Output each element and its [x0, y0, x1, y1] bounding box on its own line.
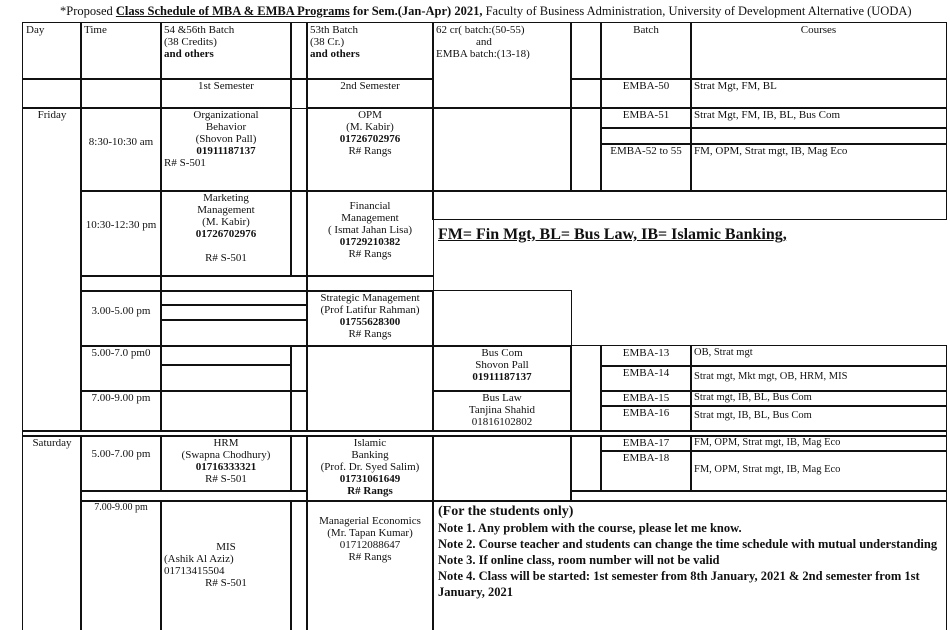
class-organizational-behavior [160, 107, 292, 192]
spacer-cell [570, 345, 602, 432]
empty-cell [432, 435, 572, 502]
room: R# Rangs [348, 145, 392, 157]
course: Marketing [203, 192, 249, 204]
teacher: Tanjina Shahid [468, 404, 536, 416]
phone: 01731061649 [339, 473, 401, 485]
class-marketing-management [160, 190, 292, 277]
empty-cell [432, 190, 947, 220]
text: EMBA batch:(13-18) [436, 48, 530, 60]
header-day: Day [22, 22, 82, 80]
room: R# S-501 [205, 577, 247, 589]
text: and others [164, 48, 214, 60]
courses-cell: Strat Mgt, FM, BL [690, 78, 947, 109]
semester-1-label: 1st Semester [160, 78, 292, 109]
courses-cell: Strat Mgt, FM, IB, BL, Bus Com [690, 107, 947, 129]
class-islamic-banking [306, 435, 434, 502]
courses-cell: FM, OPM, Strat mgt, IB, Mag Eco [690, 450, 947, 492]
title-main: Class Schedule of MBA & EMBA Programs [115, 4, 350, 18]
empty-cell [22, 78, 82, 109]
teacher: (Swapna Chodhury) [181, 449, 271, 461]
title-semester: for Sem.(Jan-Apr) 2021, [349, 4, 483, 18]
batch-cell: EMBA-17 [600, 435, 692, 452]
header-62cr [432, 22, 572, 109]
room: R# Rangs [348, 551, 392, 563]
teacher: Shovon Pall [475, 359, 529, 371]
class-hrm [160, 435, 292, 492]
batch-cell: EMBA-50 [600, 78, 692, 109]
empty-cell [160, 364, 292, 392]
title-prefix: *Proposed [60, 4, 116, 18]
time-slot: 8:30-10:30 am [80, 107, 162, 192]
room: R# Rangs [348, 248, 392, 260]
spacer-cell [570, 435, 602, 492]
time-slot: 7.00-9.00 pm [80, 390, 162, 432]
phone: 01726702976 [339, 133, 401, 145]
course: Islamic [353, 437, 387, 449]
class-financial-management [306, 190, 434, 277]
course: MIS [216, 541, 236, 553]
phone: 01726702976 [195, 228, 257, 240]
empty-cell [160, 319, 308, 347]
class-bus-law [432, 390, 572, 432]
empty-cell [160, 390, 292, 432]
phone: 01712088647 [339, 539, 401, 551]
course: Bus Law [482, 392, 522, 404]
batch-cell: EMBA-51 [600, 107, 692, 129]
room: R# S-501 [164, 157, 206, 169]
time-slot: 7.00-9.00 pm [80, 500, 162, 630]
class-strategic-management [306, 290, 434, 347]
course: Organizational [193, 109, 259, 121]
batch-cell: EMBA-18 [600, 450, 692, 492]
batch-cell: EMBA-13 [600, 345, 692, 367]
course: Management [197, 204, 255, 216]
spacer-cell [570, 78, 602, 109]
day-friday: Friday [22, 107, 82, 432]
teacher: (M. Kabir) [346, 121, 394, 133]
courses-cell: Strat mgt, IB, BL, Bus Com [690, 390, 947, 407]
note: Note 3. If online class, room number will not be valid [438, 553, 720, 567]
teacher: (M. Kabir) [202, 216, 250, 228]
batch-cell: EMBA-52 to 55 [600, 143, 692, 192]
phone: 01713415504 [164, 565, 225, 577]
course: HRM [213, 437, 239, 449]
courses-cell: FM, OPM, Strat mgt, IB, Mag Eco [690, 435, 947, 452]
spacer-cell [290, 390, 308, 432]
courses-cell: Strat mgt, Mkt mgt, OB, HRM, MIS [690, 365, 947, 392]
title-faculty: Faculty of Business Administration, University of Development Alternative (UODA) [482, 4, 912, 18]
courses-cell: OB, Strat mgt [690, 345, 947, 367]
document-title [60, 4, 912, 19]
phone: 01911187137 [196, 145, 256, 157]
spacer-cell [570, 107, 602, 192]
notes-box [432, 500, 947, 630]
course: Strategic Management [320, 292, 420, 304]
header-batch: Batch [600, 22, 692, 80]
notes-heading: (For the students only) [438, 504, 574, 519]
course: Managerial Economics [319, 515, 421, 527]
empty-cell [306, 345, 434, 432]
teacher: ( Ismat Jahan Lisa) [328, 224, 412, 236]
note: Note 2. Course teacher and students can change the time schedule with mutual understanding [438, 537, 938, 551]
teacher: (Prof. Dr. Syed Salim) [320, 461, 420, 473]
course: Banking [351, 449, 389, 461]
spacer-cell [570, 22, 602, 80]
batch-cell: EMBA-14 [600, 365, 692, 392]
header-batch-53 [306, 22, 434, 80]
empty-cell [432, 107, 572, 192]
class-bus-com [432, 345, 572, 392]
phone: 01729210382 [339, 236, 401, 248]
phone: 01716333321 [195, 461, 257, 473]
note: Note 4. Class will be started: 1st semester from 8th January, 2021 & 2nd semester from 1st January, 2021 [438, 569, 920, 599]
class-managerial-economics [306, 500, 434, 630]
course: Behavior [205, 121, 247, 133]
header-batch-54 [160, 22, 292, 80]
text: and others [310, 48, 360, 60]
time-slot: 5.00-7.0 pm0 [80, 345, 162, 392]
text: 54 &56th Batch [164, 24, 235, 36]
teacher: (Prof Latifur Rahman) [320, 304, 420, 316]
semester-2-label: 2nd Semester [306, 78, 434, 109]
phone: 01911187137 [472, 371, 532, 383]
day-saturday: Saturday [22, 435, 82, 630]
batch-cell: EMBA-15 [600, 390, 692, 407]
room: R# Rangs [348, 328, 392, 340]
class-mis [160, 500, 292, 630]
time-slot: 5.00-7.00 pm [80, 435, 162, 492]
time-slot: 10:30-12:30 pm [80, 190, 162, 277]
header-courses: Courses [690, 22, 947, 80]
empty-cell [80, 78, 162, 109]
course: Bus Com [481, 347, 523, 359]
empty-cell [432, 290, 572, 347]
room: R# S-501 [205, 473, 247, 485]
teacher: (Shovon Pall) [195, 133, 257, 145]
courses-cell: FM, OPM, Strat mgt, IB, Mag Eco [690, 143, 947, 192]
teacher: (Mr. Tapan Kumar) [327, 527, 413, 539]
room: R# S-501 [205, 252, 247, 264]
text: and [476, 36, 492, 48]
course: OPM [358, 109, 382, 121]
note: Note 1. Any problem with the course, please let me know. [438, 521, 742, 535]
phone: 01755628300 [339, 316, 401, 328]
empty-cell [160, 345, 292, 366]
batch-cell: EMBA-16 [600, 405, 692, 432]
class-opm [306, 107, 434, 192]
time-slot: 3.00-5.00 pm [80, 290, 162, 347]
text: (38 Cr.) [310, 36, 345, 48]
courses-cell: Strat mgt, IB, BL, Bus Com [690, 405, 947, 432]
teacher: (Ashik Al Aziz) [164, 553, 234, 565]
phone: 01816102802 [471, 416, 533, 428]
course: Management [341, 212, 399, 224]
header-time: Time [80, 22, 162, 80]
course: Financial [349, 200, 391, 212]
text: 53th Batch [310, 24, 358, 36]
room: R# Rangs [347, 485, 393, 497]
text: 62 cr( batch:(50-55) [436, 24, 525, 36]
text: (38 Credits) [164, 36, 217, 48]
abbreviation-legend: FM= Fin Mgt, BL= Bus Law, IB= Islamic Banking, [438, 226, 787, 243]
